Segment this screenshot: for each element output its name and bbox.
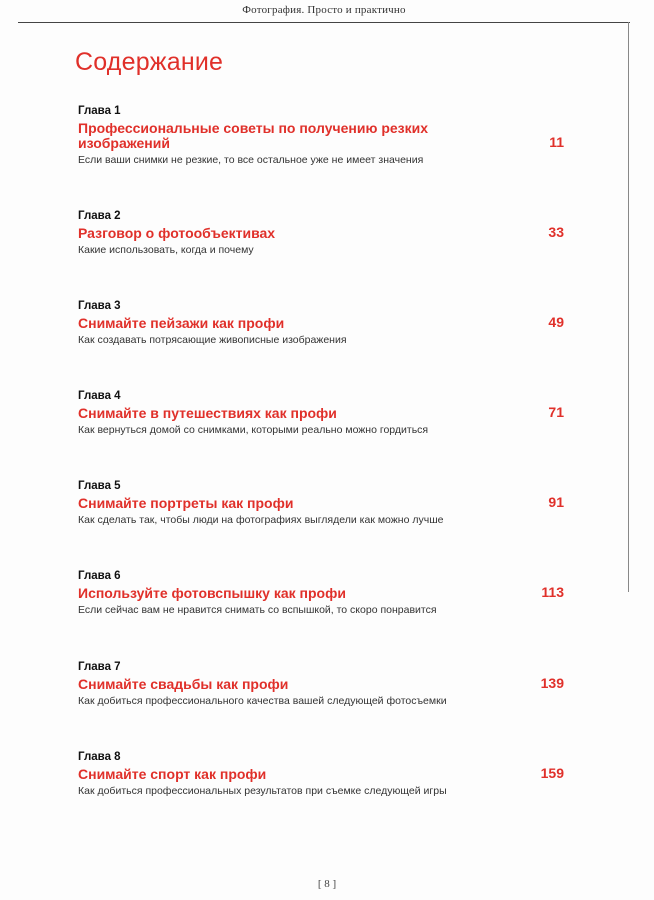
chapter-label: Глава 7 [78, 661, 121, 673]
chapter-subtitle: Как добиться профессиональных результатов при съемке следующей игры [78, 785, 447, 797]
chapter-label: Глава 2 [78, 210, 121, 222]
chapter-subtitle: Какие использовать, когда и почему [78, 244, 254, 256]
chapter-title: Используйте фотовспышку как профи [78, 585, 346, 601]
running-header-title: Фотография. Просто и практично [242, 4, 406, 16]
toc-entry-chapter-7[interactable] [78, 659, 578, 708]
chapter-subtitle: Как сделать так, чтобы люди на фотографиях выглядели как можно лучше [78, 514, 444, 526]
right-margin-rule [628, 22, 629, 592]
running-header [18, 0, 630, 23]
chapter-label: Глава 1 [78, 105, 121, 117]
chapter-page-number: 49 [548, 314, 564, 330]
chapter-subtitle: Если сейчас вам не нравится снимать со вспышкой, то скоро понравится [78, 604, 437, 616]
chapter-label: Глава 3 [78, 300, 121, 312]
chapter-title: Снимайте свадьбы как профи [78, 676, 289, 692]
chapter-subtitle: Как вернуться домой со снимками, которыми реально можно гордиться [78, 424, 429, 436]
chapter-label: Глава 5 [78, 480, 121, 492]
chapter-page-number: 139 [540, 675, 564, 691]
chapter-title: Профессиональные советы по получению резких изображений [78, 120, 429, 151]
chapter-title: Разговор о фотообъективах [78, 225, 276, 241]
chapter-page-number: 91 [548, 494, 564, 510]
chapter-label: Глава 6 [78, 570, 121, 582]
chapter-title: Снимайте пейзажи как профи [78, 315, 285, 331]
toc-entry-chapter-8[interactable] [78, 749, 578, 798]
chapter-title: Снимайте спорт как профи [78, 766, 267, 782]
toc-entry-chapter-6[interactable] [78, 568, 578, 617]
chapter-title: Снимайте в путешествиях как профи [78, 405, 337, 421]
chapter-page-number: 33 [548, 224, 564, 240]
chapter-subtitle: Как добиться профессионального качества вашей следующей фотосъемки [78, 695, 447, 707]
toc-entry-chapter-5[interactable] [78, 478, 578, 527]
page-title: Содержание [75, 48, 224, 76]
chapter-page-number: 113 [541, 584, 564, 600]
toc-entry-chapter-3[interactable] [78, 298, 578, 347]
chapter-page-number: 11 [549, 134, 564, 150]
toc-entry-chapter-4[interactable] [78, 388, 578, 437]
chapter-subtitle: Если ваши снимки не резкие, то все остальное уже не имеет значения [78, 154, 424, 166]
toc-entry-chapter-2[interactable] [78, 208, 578, 257]
chapter-label: Глава 8 [78, 751, 121, 763]
toc-entry-chapter-1[interactable] [78, 103, 578, 167]
chapter-label: Глава 4 [78, 390, 121, 402]
chapter-subtitle: Как создавать потрясающие живописные изображения [78, 334, 347, 346]
chapter-page-number: 71 [548, 404, 564, 420]
page-number: [ 8 ] [317, 878, 337, 890]
chapter-title: Снимайте портреты как профи [78, 495, 294, 511]
chapter-page-number: 159 [540, 765, 564, 781]
